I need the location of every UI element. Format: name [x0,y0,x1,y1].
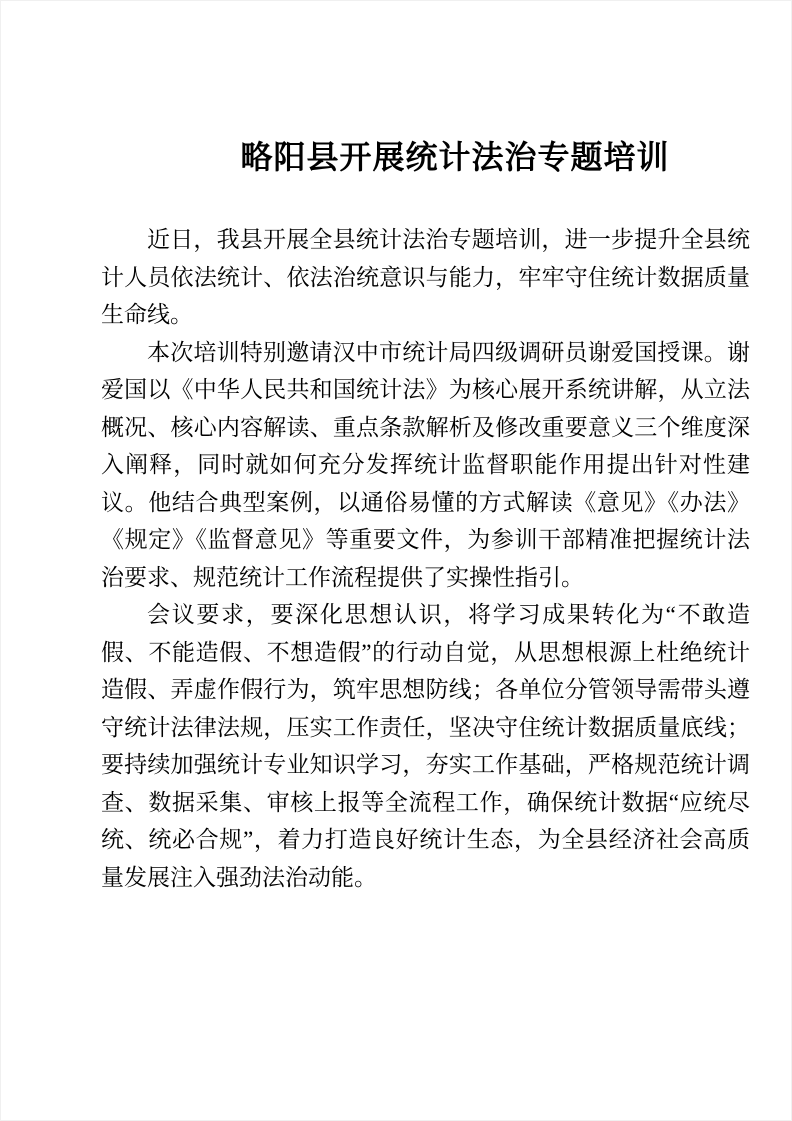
paragraph-2: 本次培训特别邀请汉中市统计局四级调研员谢爱国授课。谢爱国以《中华人民共和国统计法》为核心展开系统讲解，从立法概况、核心内容解读、重点条款解析及修改重要意义三个维度深入阐释，同时就如何充分发挥统计监督职能作用提出针对性建议。他结合典型案例，以通俗易懂的方式解读《意见》《办法》《规定》《监督意见》等重要文件，为参训干部精准把握统计法治要求、规范统计工作流程提供了实操性指引。 [101,339,750,590]
document-body-text [101,221,750,896]
page-title: 略阳县开展统计法治专题培训 [240,139,670,175]
document-content [1,1,791,1120]
paragraph-3: 会议要求，要深化思想认识，将学习成果转化为“不敢造假、不能造假、不想造假”的行动自觉，从思想根源上杜绝统计造假、弄虚作假行为，筑牢思想防线；各单位分管领导需带头遵守统计法律法规，压实工作责任，坚决守住统计数据质量底线；要持续加强统计专业知识学习，夯实工作基础，严格规范统计调查、数据采集、审核上报等全流程工作，确保统计数据“应统尽统、统必合规”，着力打造良好统计生态，为全县经济社会高质量发展注入强劲法治动能。 [101,602,750,890]
paragraph-1: 近日，我县开展全县统计法治专题培训，进一步提升全县统计人员依法统计、依法治统意识与能力，牢牢守住统计数据质量生命线。 [101,227,750,327]
